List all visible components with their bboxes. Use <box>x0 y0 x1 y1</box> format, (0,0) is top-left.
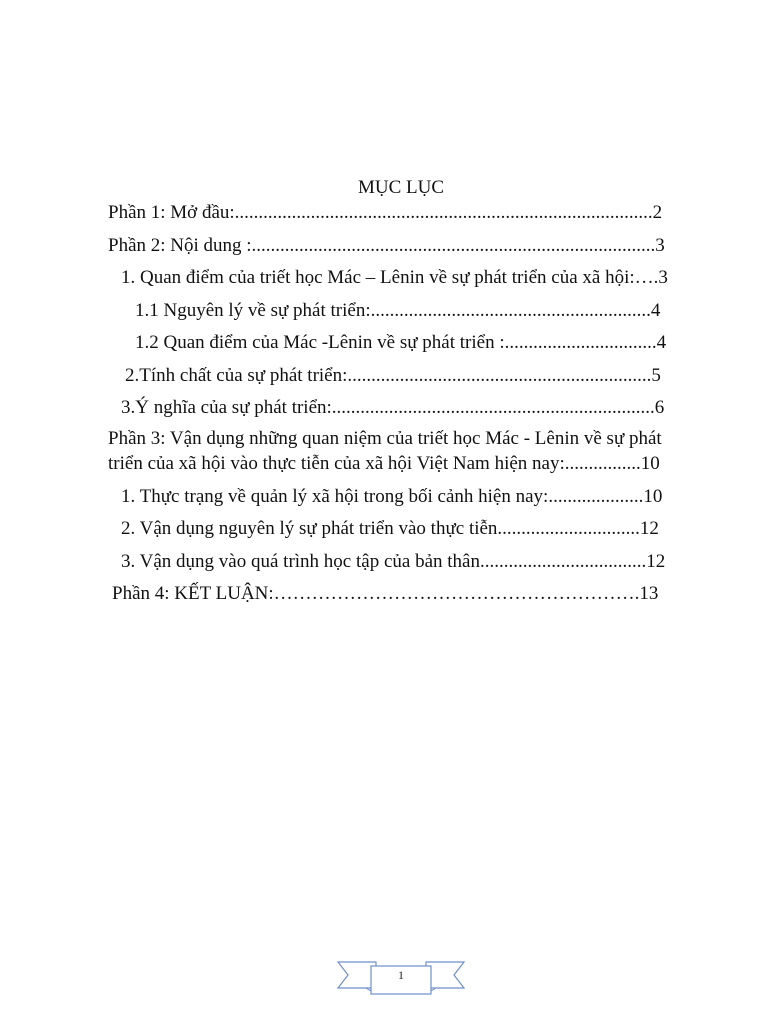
toc-entry-part-2: Phần 2: Nội dung :.....................................................................................3 <box>108 235 665 256</box>
toc-entry-2-2: 2.Tính chất của sự phát triển:................................................................5 <box>125 365 661 386</box>
toc-entry-part-3-cont: triển của xã hội vào thực tiễn của xã hội Việt Nam hiện nay:................10 <box>108 453 660 474</box>
toc-entry-part-1: Phần 1: Mở đầu:........................................................................................2 <box>108 202 663 223</box>
toc-entry-3-2: 2. Vận dụng nguyên lý sự phát triển vào thực tiễn..............................12 <box>121 518 659 539</box>
toc-entry-3-3: 3. Vận dụng vào quá trình học tập của bản thân...................................12 <box>121 551 666 572</box>
page-number: 1 <box>398 968 404 982</box>
toc-entry-2-1-2: 1.2 Quan điểm của Mác -Lênin về sự phát triển :................................4 <box>135 332 667 353</box>
toc-entry-2-3: 3.Ý nghĩa của sự phát triển:....................................................................6 <box>121 397 665 418</box>
toc-title: MỤC LỤC <box>357 177 445 198</box>
toc-entry-3-1: 1. Thực trạng về quản lý xã hội trong bối cảnh hiện nay:....................10 <box>121 486 663 507</box>
toc-entry-2-1: 1. Quan điểm của triết học Mác – Lênin về sự phát triển của xã hội:….3 <box>121 267 668 288</box>
toc-entry-2-1-1: 1.1 Nguyên lý về sự phát triển:...........................................................4 <box>135 300 661 321</box>
toc-entry-part-3: Phần 3: Vận dụng những quan niệm của triết học Mác - Lênin về sự phát <box>108 428 662 449</box>
toc-entry-part-4: Phần 4: KẾT LUẬN:………………………………………………….13 <box>112 583 659 604</box>
